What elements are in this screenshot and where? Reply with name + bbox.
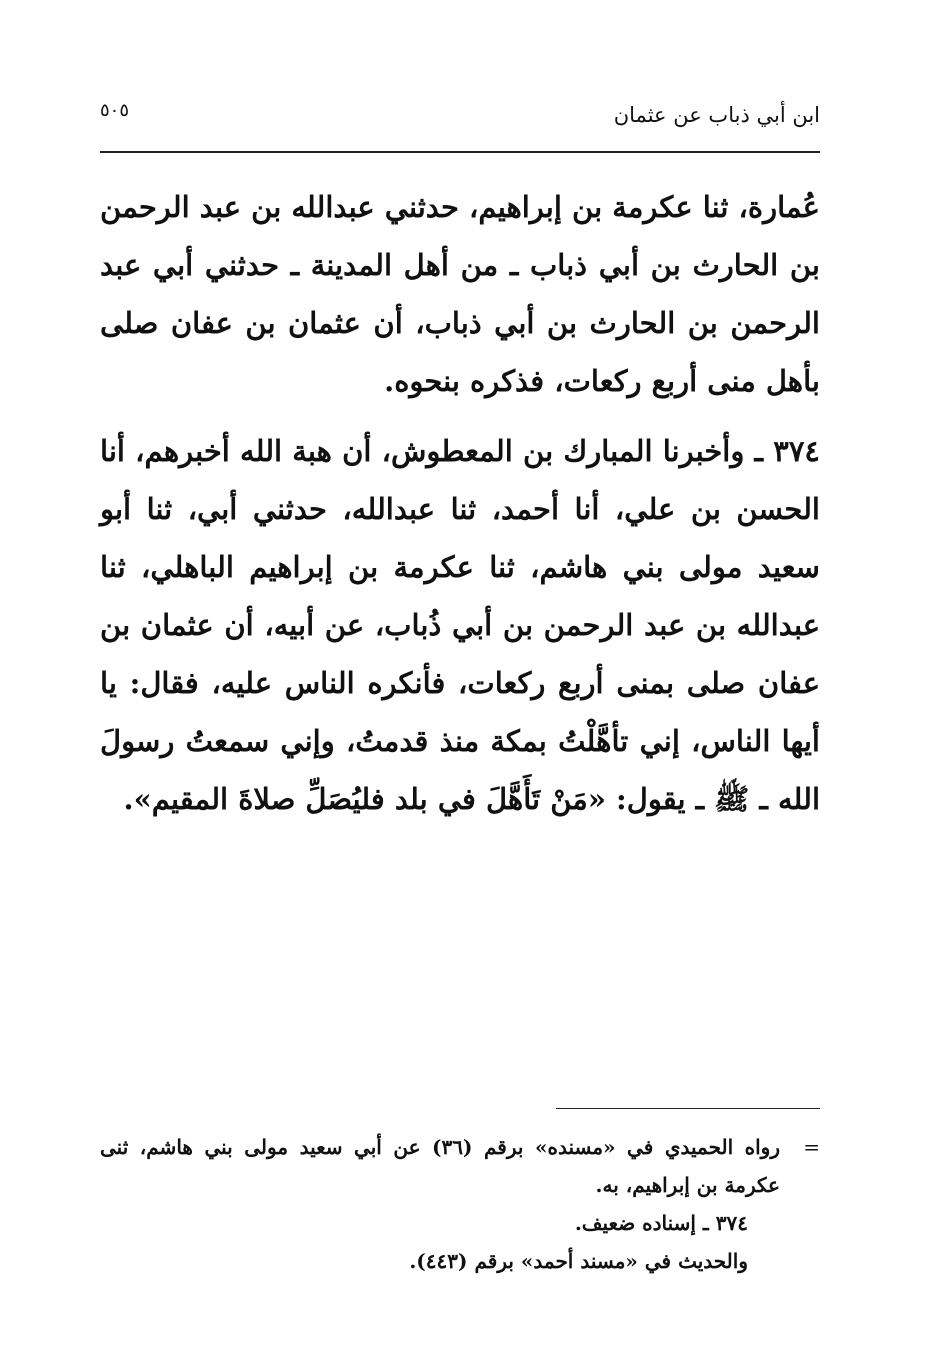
- paragraph: عُمارة، ثنا عكرمة بن إبراهيم، حدثني عبدالله بن عبد الرحمن بن الحارث بن أبي ذباب ـ من أهل المدينة ـ حدثني أبي عبد الرحمن بن الحارث بن أبي ذباب، أن عثمان بن عفان صلى بأهل منى أربع ركعات، فذكره بنحوه.: [100, 190, 820, 398]
- header-rule: [100, 151, 820, 153]
- footnote-374-reference: والحديث في «مسند أحمد» برقم (٤٤٣).: [409, 1249, 748, 1273]
- continuation-mark: =: [803, 1135, 820, 1159]
- running-title: ابن أبي ذباب عن عثمان: [613, 103, 820, 127]
- footnote-374: ٣٧٤ ـ إسناده ضعيف.: [574, 1211, 748, 1235]
- page-number: ٥٠٥: [100, 100, 130, 121]
- footnote-continuation-text: رواه الحميدي في «مسنده» برقم (٣٦) عن أبي سعيد مولى بني هاشم، ثنى عكرمة بن إبراهيم، به.: [100, 1135, 780, 1197]
- footnote-rule: [556, 1108, 820, 1109]
- footnote-continuation: [100, 1128, 820, 1204]
- main-text: [100, 178, 820, 828]
- paragraph-hadith-374: ٣٧٤ ـ وأخبرنا المبارك بن المعطوش، أن هبة الله أخبرهم، أنا الحسن بن علي، أنا أحمد، ثنا عبدالله، حدثني أبي، ثنا أبو سعيد مولى بني هاشم، ثنا عكرمة بن إبراهيم الباهلي، ثنا عبدالله بن عبد الرحمن بن أبي ذُباب، عن أبيه، أن عثمان بن عفان صلى بمنى أربع ركعات، فأنكره الناس عليه، فقال: يا أيها الناس، إني تأهَّلْتُ بمكة منذ قدمتُ، وإني سمعتُ رسولَ الله ـ ﷺ ـ يقول: «مَنْ تَأَهَّلَ في بلد فليُصَلِّ صلاةَ المقيم».: [100, 434, 820, 816]
- footnotes: [100, 1128, 820, 1280]
